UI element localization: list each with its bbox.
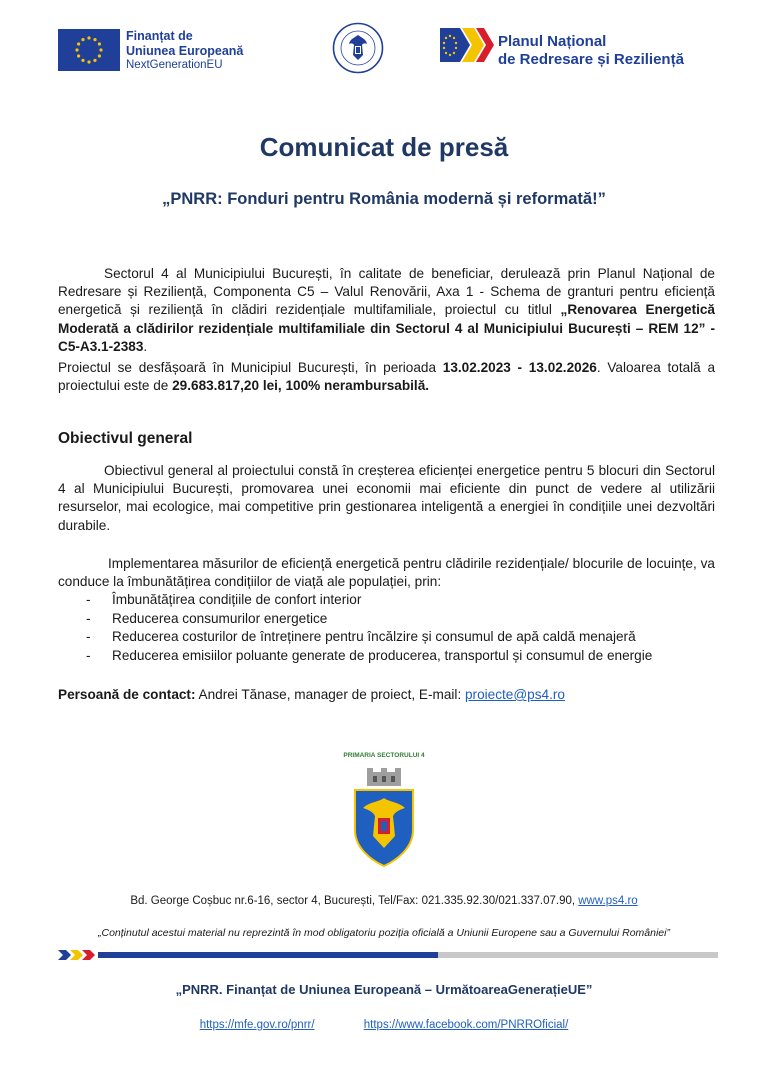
ps4-label: PRIMARIA SECTORULUI 4 [343, 752, 425, 759]
government-seal-icon [332, 22, 384, 74]
disclaimer: „Conținutul acestui material nu reprezintă în mod obligatoriu poziția oficială a Uniunii Europene sau a Guvernului României” [98, 927, 670, 939]
mfe-pnrr-link[interactable]: https://mfe.gov.ro/pnrr/ [199, 1019, 315, 1031]
contact-email-link[interactable]: proiecte@ps4.ro [465, 687, 565, 702]
contact-label: Persoană de contact: [58, 687, 196, 702]
list-item: - Reducerea costurilor de întreținere pentru încălzire și consumul de apă caldă menajeră [58, 628, 715, 647]
measures-paragraph: Implementarea măsurilor de eficiență energetică pentru clădirile rezidențiale/ blocurile de locuințe, va conduce la îmbunătățirea condițiilor de viață ale populației, prin: [58, 556, 715, 590]
website-link[interactable]: www.ps4.ro [578, 895, 638, 907]
objective-heading: Obiectivul general [58, 430, 193, 447]
pnrr-logo-icon [440, 28, 494, 62]
project-details-paragraph: Proiectul se desfășoară în Municipiul București, în perioada 13.02.2023 - 13.02.2026. Valoarea totală a proiectului este de 29.683.817,20 lei, 100% nerambursabilă. [58, 360, 716, 394]
footer-links [0, 1019, 768, 1031]
contact-line: Persoană de contact: Andrei Tănase, manager de proiect, E-mail: proiecte@ps4.ro [58, 687, 565, 702]
sector4-crest-icon [349, 764, 419, 868]
facebook-pnrr-link[interactable]: https://www.facebook.com/PNRROficial/ [363, 1019, 569, 1031]
objective-paragraph: Obiectivul general al proiectului constă în creșterea eficienței energetice pentru 5 blocuri din Sectorul 4 al Municipiului București, promovarea unei economii mai eficiente din punct de vedere al utilizării resurselor, mai ecologice, mai competitive prin gestionarea inteligentă a energiei în condițiile unei dezvoltări durabile. [58, 463, 715, 533]
list-item: - Îmbunătățirea condițiile de confort interior [58, 591, 715, 610]
list-item: - Reducerea emisiilor poluante generate de producerea, transportul și consumul de energie [58, 647, 715, 666]
address-line: Bd. George Coșbuc nr.6-16, sector 4, București, Tel/Fax: 021.335.92.30/021.337.07.90, www.ps4.ro [130, 895, 638, 907]
footer-slogan: „PNRR. Finanțat de Uniunea Europeană – UrmătoareaGenerațieUE” [175, 982, 593, 997]
page-title: Comunicat de presă [259, 132, 509, 162]
pnrr-label: Planul Național de Redresare și Reziliență [498, 33, 684, 68]
pnrr-footer-bar [58, 950, 718, 960]
eu-flag-icon [58, 29, 120, 71]
intro-paragraph: Sectorul 4 al Municipiului București, în calitate de beneficiar, derulează prin Planul Național de Redresare și Reziliență, Componenta C5 – Valul Renovării, Axa 1 - Schema de granturi pentru eficiență energetică și reziliență în clădiri rezidențiale multifamiliale, proiectul cu titlul „Renovarea Energetică Moderată a clădirilor rezidențiale multifamiliale din Sectorul 4 al Municipiului București – REM 12” - C5-A3.1-2383. [58, 266, 715, 354]
eu-funding-label: Finanțat de Uniunea Europeană NextGenerationEU [126, 29, 244, 71]
list-item: - Reducerea consumurilor energetice [58, 610, 715, 629]
page-subtitle: „PNRR: Fonduri pentru România modernă și reformată!” [162, 190, 606, 208]
measures-list [58, 591, 715, 665]
